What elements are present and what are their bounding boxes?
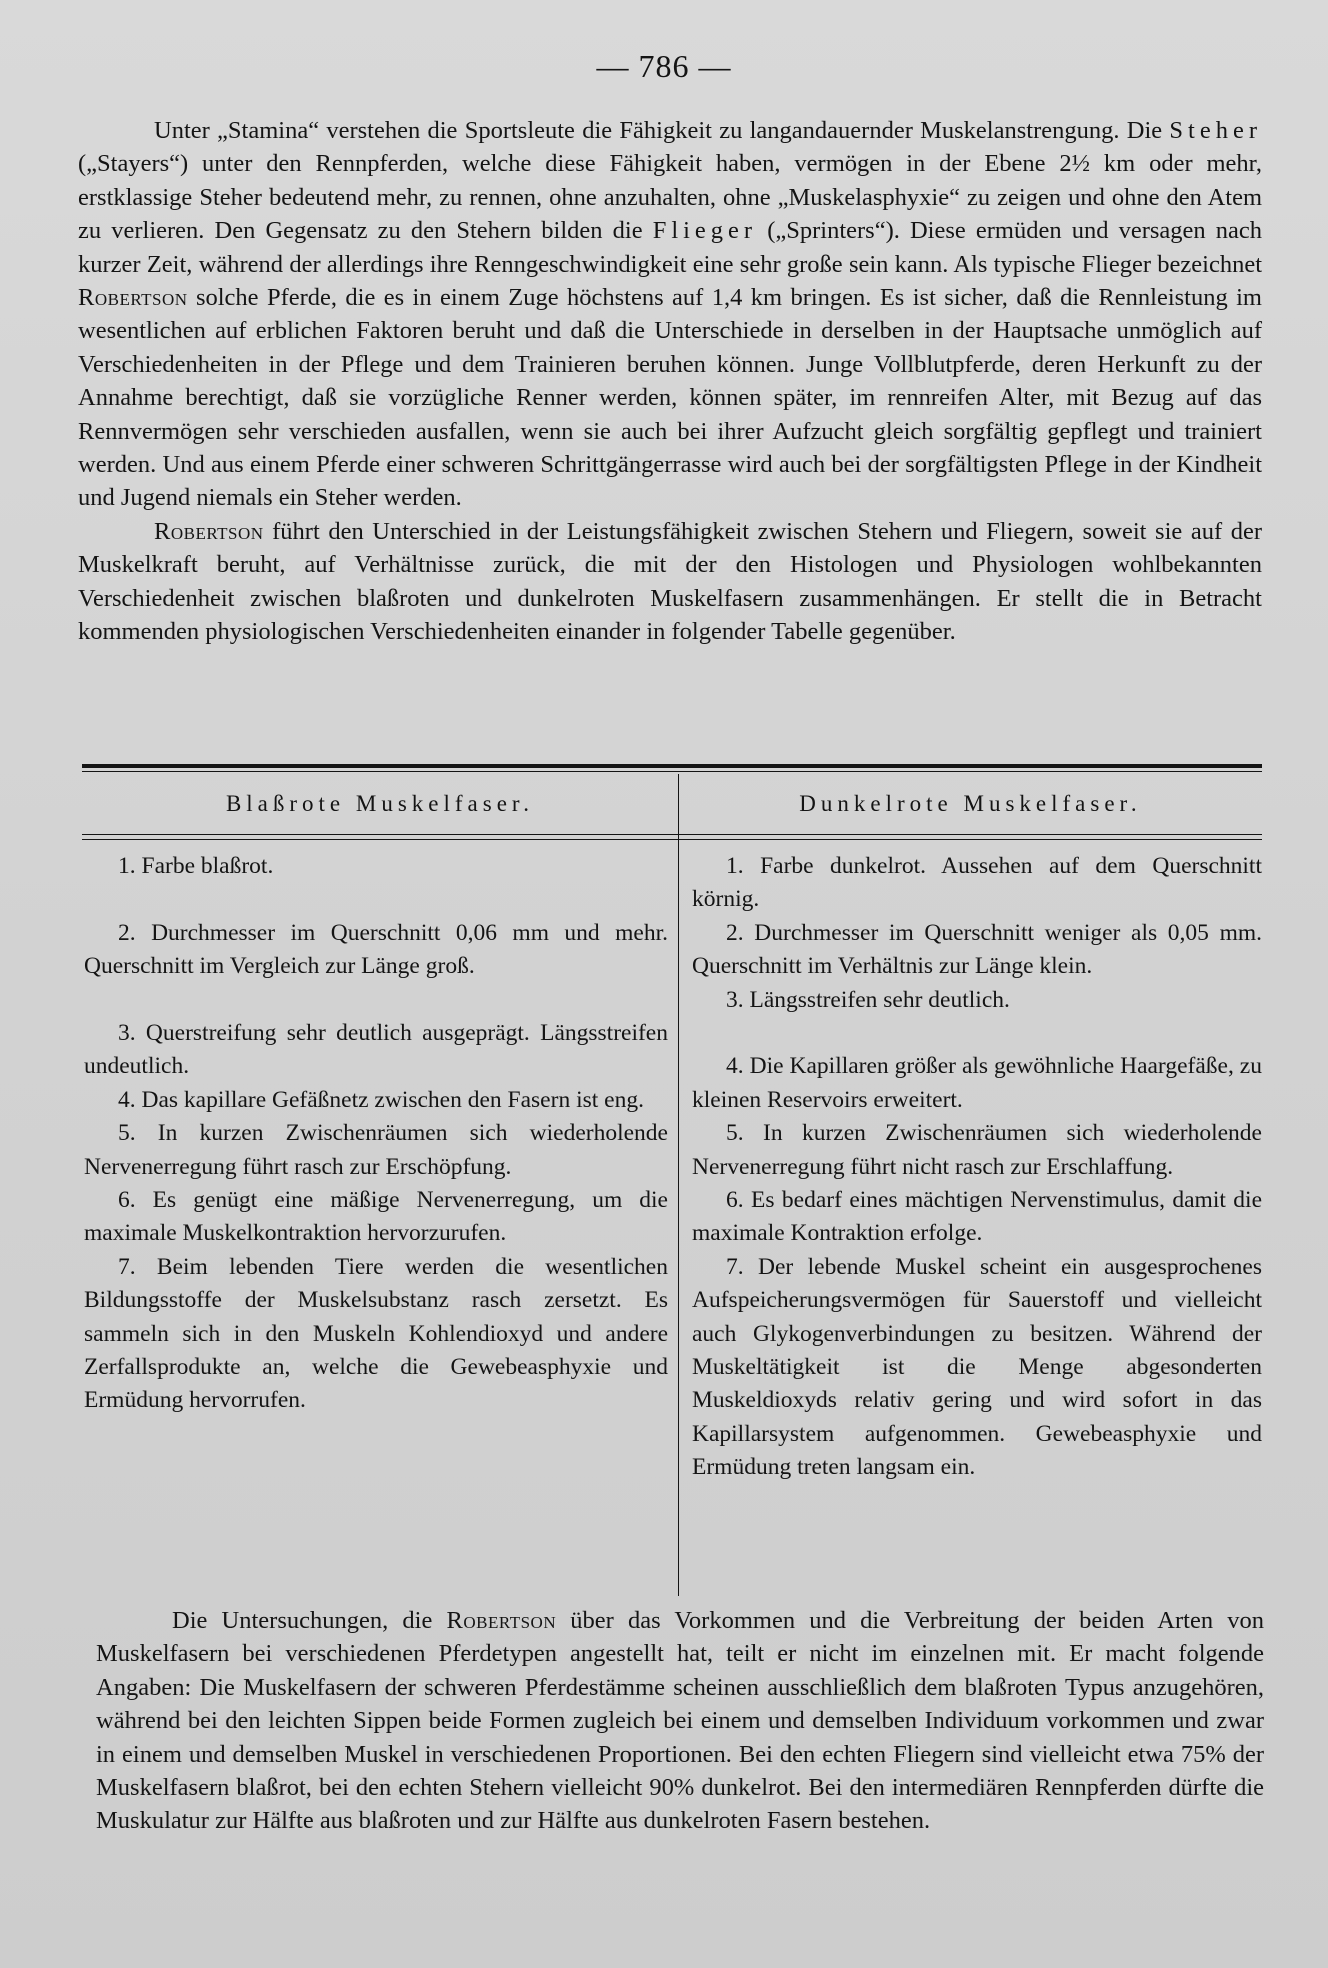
- term-flieger: Flieger: [652, 217, 758, 245]
- text-run: solche Pferde, die es in einem Zuge höchstens auf 1,4 km bringen. Es ist sicher, daß die Rennleistung im wesentlichen auf erblichen Faktoren beruht und daß die Unterschiede in derselben in der Hauptsache unmöglich auf Verschiedenheiten in der Pflege und dem Trainieren beruhen können. Junge Vollblutpferde, deren Herkunft zu der Annahme berechtigt, daß sie vorzügliche Renner werden, können später, im rennreifen Alter, mit Bezug auf das Rennvermögen sehr verschieden ausfallen, wenn sie auch bei ihrer Aufzucht gleich sorgfältig gepflegt und trainiert werden. Und aus einem Pferde einer schweren Schrittgängerrasse wird auch bei der sorgfältigsten Pflege in der Kindheit und Jugend niemals ein Steher werden.: [78, 284, 1262, 512]
- column-pale-fiber: [84, 850, 668, 1418]
- table-item: 5. In kurzen Zwischenräumen sich wiederholende Nervenerregung führt rasch zur Erschöpfung.: [84, 1120, 668, 1180]
- table-item: 7. Beim lebenden Tiere werden die wesentlichen Bildungsstoffe der Muskelsubstanz rasch zersetzt. Es sammeln sich in den Muskeln Kohlendioxyd und andere Zerfallsprodukte an, welche die Gewebeasphyxie und Ermüdung hervorrufen.: [84, 1253, 668, 1414]
- term-steher: Steher: [1169, 117, 1262, 144]
- author-name: Robertson: [78, 284, 188, 312]
- column-divider: [678, 774, 679, 1596]
- table-item: 3. Querstreifung sehr deutlich ausgeprägt. Längsstreifen undeutlich.: [84, 1020, 668, 1080]
- table-item: 2. Durchmesser im Querschnitt 0,06 mm und mehr. Querschnitt im Vergleich zur Länge groß.: [84, 919, 668, 980]
- spacer: [84, 883, 668, 916]
- header-pale-fiber: Blaßrote Muskelfaser.: [225, 791, 535, 816]
- table-item: 1. Farbe dunkelrot. Aussehen auf dem Querschnitt körnig.: [692, 853, 1262, 913]
- spacer: [692, 1017, 1262, 1050]
- paragraph-robertson: [78, 515, 1262, 649]
- paragraph-investigations: [96, 1604, 1264, 1838]
- table-item: 3. Längsstreifen sehr deutlich.: [726, 986, 1010, 1013]
- table-item: 6. Es genügt eine mäßige Nervenerregung, um die maximale Muskelkontraktion hervorzurufen.: [84, 1187, 668, 1247]
- text-run: („Sprinters“). Diese ermüden und versagen nach kurzer Zeit, während der allerdings ihre Renngeschwindigkeit eine sehr große sein kann. Als typische Flieger bezeichnet: [78, 217, 1262, 278]
- table-item: 4. Das kapillare Gefäßnetz zwischen den Fasern ist eng.: [118, 1086, 644, 1113]
- table-top-rule: [82, 764, 1262, 768]
- column-dark-fiber: [692, 850, 1262, 1485]
- author-name: Robertson: [154, 517, 264, 545]
- text-run: („Stayers“) unter den Rennpferden, welche diese Fähigkeit haben, vermögen in der Ebene 2½ km oder mehr, erstklassige Steher bedeutend mehr, zu rennen, ohne anzuhalten, ohne „Muskelasphyxie“ zu zeigen und ohne den Atem zu verlieren. Den Gegensatz zu den Stehern bilden die: [78, 150, 1262, 245]
- header-rule: [82, 834, 1262, 835]
- muscle-fiber-table: [82, 764, 1262, 1596]
- table-item: 6. Es bedarf eines mächtigen Nervenstimulus, damit die maximale Kontraktion erfolge.: [692, 1187, 1262, 1247]
- text-run: Unter „Stamina“ verstehen die Sportsleute die Fähigkeit zu langandauernder Muskelanstrengung. Die: [154, 117, 1170, 144]
- table-item: 2. Durchmesser im Querschnitt weniger als 0,05 mm. Querschnitt im Verhältnis zur Länge klein.: [692, 919, 1262, 980]
- table-top-rule-thin: [82, 771, 1262, 772]
- page-number: — 786 —: [596, 48, 732, 84]
- spacer: [84, 984, 668, 1017]
- table-item: 1. Farbe blaßrot.: [118, 853, 274, 879]
- closing-text: [96, 1604, 1264, 1838]
- table-item: 5. In kurzen Zwischenräumen sich wiederholende Nervenerregung führt nicht rasch zur Erschlaffung.: [692, 1120, 1262, 1180]
- header-dark-fiber: Dunkelrote Muskelfaser.: [799, 791, 1142, 816]
- author-name: Robertson: [446, 1607, 557, 1634]
- paragraph-stamina: [78, 114, 1262, 515]
- intro-text: [78, 114, 1262, 649]
- header-rule-double: [82, 839, 1262, 840]
- table-item: 7. Der lebende Muskel scheint ein ausgesprochenes Aufspeicherungsvermögen für Sauerstoff und vielleicht auch Glykogenverbindungen zu besitzen. Während der Muskeltätigkeit ist die Menge abgesonderten Muskeldioxyds relativ gering und wird sofort in das Kapillarsystem aufgenommen. Gewebeasphyxie und Ermüdung treten langsam ein.: [692, 1253, 1262, 1481]
- text-run: Die Untersuchungen, die: [172, 1607, 447, 1634]
- text-run: führt den Unterschied in der Leistungsfähigkeit zwischen Stehern und Fliegern, soweit sie auf der Muskelkraft beruht, auf Verhältnisse zurück, die mit der den Histologen und Physiologen wohlbekannten Verschiedenheit zwischen blaßroten und dunkelroten Muskelfasern zusammenhängen. Er stellt die in Betracht kommenden physiologischen Verschiedenheiten einander in folgender Tabelle gegenüber.: [78, 517, 1262, 646]
- text-run: über das Vorkommen und die Verbreitung der beiden Arten von Muskelfasern bei verschiedenen Pferdetypen angestellt hat, teilt er nicht im einzelnen mit. Er macht folgende Angaben: Die Muskelfasern der schweren Pferdestämme scheinen ausschließlich dem blaßroten Typus anzugehören, während bei den leichten Sippen beide Formen zugleich bei einem und demselben Individuum vorkommen und zwar in einem und demselben Muskel in verschiedenen Proportionen. Bei den echten Fliegern sind vielleicht etwa 75% der Muskelfasern blaßrot, bei den echten Stehern vielleicht 90% dunkelrot. Bei den intermediären Rennpferden dürfte die Muskulatur zur Hälfte aus blaßroten und zur Hälfte aus dunkelroten Fasern bestehen.: [96, 1607, 1264, 1835]
- table-item: 4. Die Kapillaren größer als gewöhnliche Haargefäße, zu kleinen Reservoirs erweitert.: [692, 1053, 1262, 1113]
